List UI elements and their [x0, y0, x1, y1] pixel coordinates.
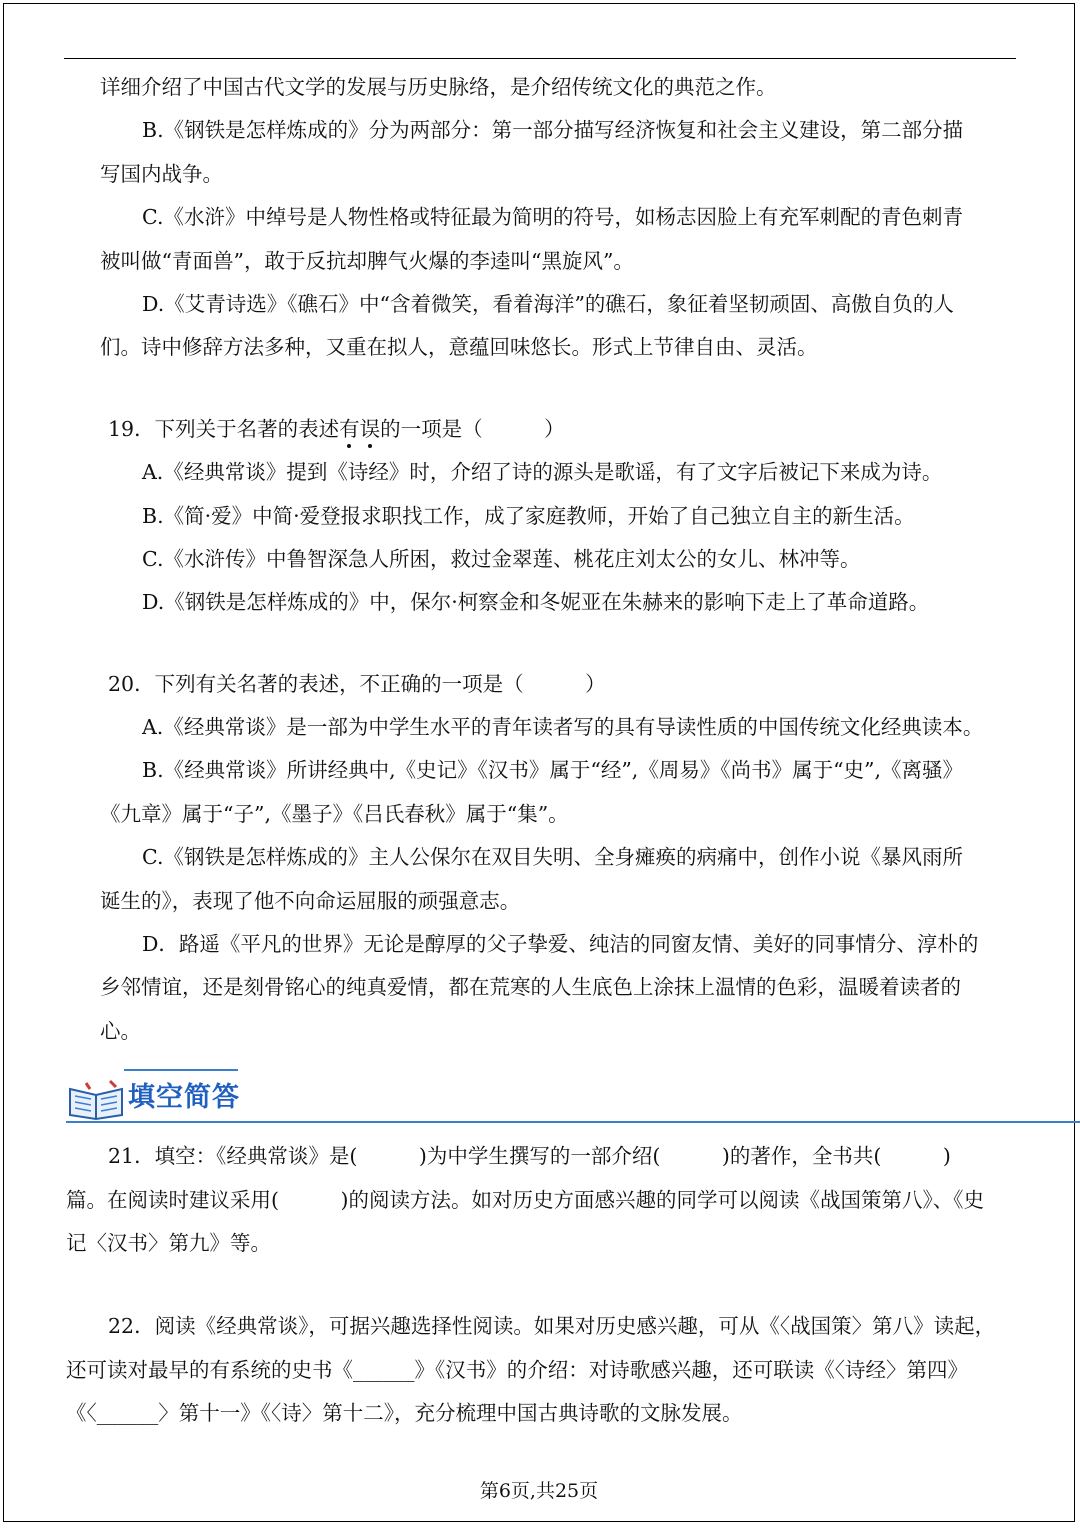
option-line: B.《钢铁是怎样炼成的》分为两部分：第一部分描写经济恢复和社会主义建设，第二部分描: [142, 118, 964, 143]
spacer: [66, 1265, 1026, 1305]
question-20-option-b-cont: 《九章》属于“子”,《墨子》《吕氏春秋》属于“集”。: [100, 801, 569, 826]
question-21-line: 篇。在阅读时建议采用( )的阅读方法。如对历史方面感兴趣的同学可以阅读《战国策第八》、《史: [66, 1187, 984, 1212]
question-22-line: 22．阅读《经典常谈》，可据兴趣选择性阅读。如果对历史感兴趣，可从《〈战国策〉第八》读起，: [108, 1314, 996, 1339]
section-header: [66, 1069, 1026, 1131]
section-rule-top: [124, 1069, 238, 1071]
question-20-option-b: B.《经典常谈》所讲经典中,《史记》《汉书》属于“经”,《周易》《尚书》属于“史”,《离骚》: [142, 758, 964, 783]
section-title: 填空简答: [128, 1082, 240, 1114]
text-line: 们。诗中修辞方法多种，又重在拟人，意蕴回味悠长。形式上节律自由、灵活。: [100, 335, 818, 360]
question-20-option-c: C.《钢铁是怎样炼成的》主人公保尔在双目失明、全身瘫痪的病痛中，创作小说《暴风雨所: [142, 845, 963, 870]
option-line: D.《艾青诗选》《礁石》中“含着微笑，看着海洋”的礁石，象征着坚韧顽固、高傲自负的人: [142, 291, 954, 316]
page: [3, 3, 1075, 1522]
text-line: 详细介绍了中国古代文学的发展与历史脉络，是介绍传统文化的典范之作。: [100, 75, 777, 99]
stem-text: 的一项是（ ）: [380, 416, 565, 441]
page-footer: 第6页,共25页: [479, 1480, 599, 1502]
text-line: 写国内战争。: [100, 161, 223, 186]
question-19-stem: [66, 408, 1026, 451]
option-line: C.《水浒》中绰号是人物性格或特征最为简明的符号，如杨志因脸上有充军刺配的青色刺青: [142, 205, 963, 230]
spacer: [66, 625, 1026, 663]
question-21-line: 21．填空：《经典常谈》是( )为中学生撰写的一部介绍( )的著作，全书共( ): [108, 1144, 951, 1169]
question-20-option-d-cont: 心。: [100, 1018, 141, 1043]
question-21-line: 记〈汉书〉第九》等。: [66, 1230, 271, 1255]
stem-text: 19．下列关于名著的表述: [108, 416, 340, 441]
question-19-option-a: A.《经典常谈》提到《诗经》时，介绍了诗的源头是歌谣，有了文字后被记下来成为诗。: [142, 460, 943, 485]
question-22-line: 《〈______〉第十一》《〈诗〉第十二》，充分梳理中国古典诗歌的文脉发展。: [66, 1401, 743, 1426]
question-20-stem: 20．下列有关名著的表述，不正确的一项是（ ）: [108, 671, 606, 696]
question-20-option-c-cont: 诞生的》，表现了他不向命运屈服的顽强意志。: [100, 888, 521, 913]
question-22-line: 还可读对最早的有系统的史书《______》《汉书》的介绍：对诗歌感兴趣，还可联读《〈诗经〉第四》: [66, 1357, 968, 1382]
emphasis-char: 有: [339, 408, 360, 451]
question-20-option-d-cont: 乡邻情谊，还是刻骨铭心的纯真爱情，都在荒寒的人生底色上涂抹上温情的色彩，温暖着读者的: [100, 975, 961, 1000]
spacer: [66, 370, 1026, 408]
content: [66, 66, 1026, 1436]
open-book-icon: [66, 1079, 126, 1121]
header-rule: [64, 58, 1016, 59]
text-line: 被叫做“青面兽”，敢于反抗却脾气火爆的李逵叫“黑旋风”。: [100, 248, 634, 273]
question-19-option-b: B.《简·爱》中简·爱登报求职找工作，成了家庭教师，开始了自己独立自主的新生活。: [142, 503, 915, 528]
emphasis-char: 误: [360, 408, 381, 451]
question-19-option-c: C.《水浒传》中鲁智深急人所困，救过金翠莲、桃花庄刘太公的女儿、林冲等。: [142, 546, 861, 571]
question-20-option-d: D．路遥《平凡的世界》无论是醇厚的父子挚爱、纯洁的同窗友情、美好的同事情分、淳朴的: [142, 932, 979, 957]
question-19-option-d: D.《钢铁是怎样炼成的》中，保尔·柯察金和冬妮亚在朱赫来的影响下走上了革命道路。: [142, 590, 930, 615]
section-rule-bottom: [66, 1121, 1080, 1123]
question-20-option-a: A.《经典常谈》是一部为中学生水平的青年读者写的具有导读性质的中国传统文化经典读本。: [142, 715, 984, 740]
